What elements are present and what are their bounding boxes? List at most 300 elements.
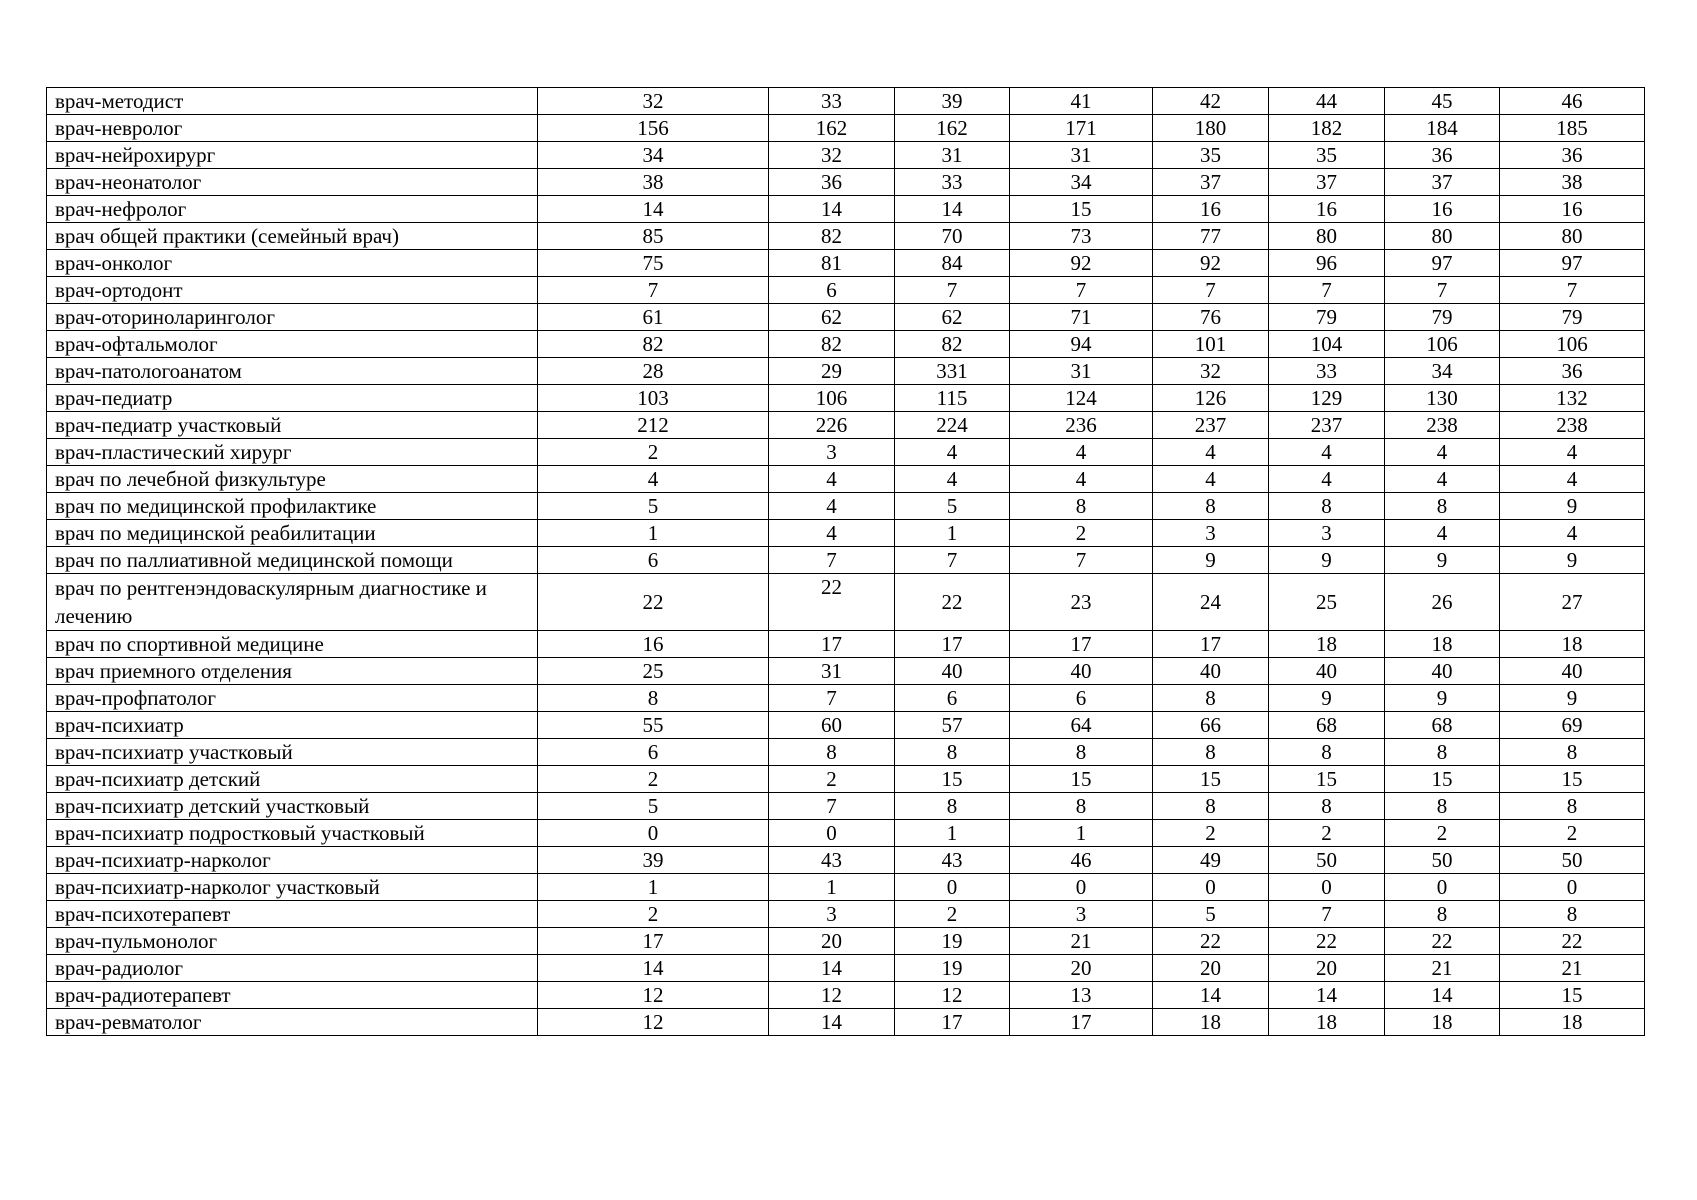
- value-cell: 45: [1385, 88, 1500, 115]
- value-cell: 4: [1153, 466, 1269, 493]
- value-cell: 60: [769, 712, 895, 739]
- specialty-name-cell: врач общей практики (семейный врач): [47, 223, 538, 250]
- value-cell: 3: [769, 901, 895, 928]
- value-cell: 9: [1500, 493, 1645, 520]
- value-cell: 1: [769, 874, 895, 901]
- value-cell: 36: [769, 169, 895, 196]
- value-cell: 17: [769, 631, 895, 658]
- value-cell: 1: [538, 874, 769, 901]
- value-cell: 17: [895, 631, 1010, 658]
- value-cell: 185: [1500, 115, 1645, 142]
- value-cell: 17: [1010, 1009, 1153, 1036]
- table-body: [47, 88, 1645, 1036]
- value-cell: 40: [1153, 658, 1269, 685]
- value-cell: 7: [769, 793, 895, 820]
- value-cell: 4: [1153, 439, 1269, 466]
- value-cell: 14: [1269, 982, 1385, 1009]
- table-row: [47, 847, 1645, 874]
- value-cell: 2: [1153, 820, 1269, 847]
- value-cell: 1: [1010, 820, 1153, 847]
- value-cell: 115: [895, 385, 1010, 412]
- specialty-name-cell: врач-пластический хирург: [47, 439, 538, 466]
- value-cell: 46: [1500, 88, 1645, 115]
- value-cell: 7: [895, 547, 1010, 574]
- value-cell: 50: [1269, 847, 1385, 874]
- value-cell: 15: [1500, 982, 1645, 1009]
- value-cell: 8: [1500, 739, 1645, 766]
- value-cell: 5: [895, 493, 1010, 520]
- value-cell: 24: [1153, 574, 1269, 631]
- value-cell: 31: [1010, 358, 1153, 385]
- value-cell: 103: [538, 385, 769, 412]
- value-cell: 94: [1010, 331, 1153, 358]
- value-cell: 42: [1153, 88, 1269, 115]
- value-cell: 22: [1385, 928, 1500, 955]
- value-cell: 21: [1500, 955, 1645, 982]
- value-cell: 66: [1153, 712, 1269, 739]
- value-cell: 84: [895, 250, 1010, 277]
- table-row: [47, 169, 1645, 196]
- value-cell: 162: [769, 115, 895, 142]
- value-cell: 8: [1385, 901, 1500, 928]
- value-cell: 6: [1010, 685, 1153, 712]
- value-cell: 171: [1010, 115, 1153, 142]
- table-row: [47, 631, 1645, 658]
- value-cell: 82: [538, 331, 769, 358]
- value-cell: 2: [769, 766, 895, 793]
- table-row: [47, 493, 1645, 520]
- specialty-name-cell: врач-педиатр участковый: [47, 412, 538, 439]
- table-row: [47, 820, 1645, 847]
- value-cell: 44: [1269, 88, 1385, 115]
- value-cell: 22: [895, 574, 1010, 631]
- specialty-name-cell: врач-патологоанатом: [47, 358, 538, 385]
- specialty-name-cell: врач-психотерапевт: [47, 901, 538, 928]
- value-cell: 15: [1500, 766, 1645, 793]
- value-cell: 40: [1385, 658, 1500, 685]
- value-cell: 0: [1269, 874, 1385, 901]
- value-cell: 17: [1010, 631, 1153, 658]
- specialty-name-cell: врач-профпатолог: [47, 685, 538, 712]
- value-cell: 81: [769, 250, 895, 277]
- table-row: [47, 250, 1645, 277]
- table-row: [47, 385, 1645, 412]
- value-cell: 8: [1153, 739, 1269, 766]
- value-cell: 25: [538, 658, 769, 685]
- table-row: [47, 685, 1645, 712]
- value-cell: 80: [1269, 223, 1385, 250]
- value-cell: 38: [538, 169, 769, 196]
- value-cell: 0: [1500, 874, 1645, 901]
- table-row: [47, 547, 1645, 574]
- value-cell: 40: [1269, 658, 1385, 685]
- value-cell: 49: [1153, 847, 1269, 874]
- value-cell: 7: [1269, 277, 1385, 304]
- value-cell: 237: [1269, 412, 1385, 439]
- value-cell: 7: [538, 277, 769, 304]
- value-cell: 14: [1153, 982, 1269, 1009]
- specialty-name-cell: врач по лечебной физкультуре: [47, 466, 538, 493]
- value-cell: 68: [1269, 712, 1385, 739]
- value-cell: 9: [1385, 547, 1500, 574]
- value-cell: 16: [1153, 196, 1269, 223]
- value-cell: 2: [1385, 820, 1500, 847]
- specialty-name-cell: врач-ортодонт: [47, 277, 538, 304]
- value-cell: 79: [1500, 304, 1645, 331]
- value-cell: 4: [1269, 466, 1385, 493]
- value-cell: 0: [1385, 874, 1500, 901]
- value-cell: 8: [895, 793, 1010, 820]
- specialty-name-cell: врач-офтальмолог: [47, 331, 538, 358]
- value-cell: 20: [1153, 955, 1269, 982]
- value-cell: 37: [1153, 169, 1269, 196]
- value-cell: 38: [1500, 169, 1645, 196]
- table-row: [47, 115, 1645, 142]
- value-cell: 71: [1010, 304, 1153, 331]
- value-cell: 28: [538, 358, 769, 385]
- value-cell: 69: [1500, 712, 1645, 739]
- value-cell: 4: [1500, 439, 1645, 466]
- specialty-name-cell: врач-психиатр детский участковый: [47, 793, 538, 820]
- specialty-name-cell: врач-нейрохирург: [47, 142, 538, 169]
- value-cell: 15: [1385, 766, 1500, 793]
- value-cell: 50: [1500, 847, 1645, 874]
- value-cell: 19: [895, 928, 1010, 955]
- value-cell: 180: [1153, 115, 1269, 142]
- specialty-name-cell: врач-педиатр: [47, 385, 538, 412]
- value-cell: 8: [1385, 793, 1500, 820]
- value-cell: 22: [769, 574, 895, 631]
- value-cell: 92: [1010, 250, 1153, 277]
- value-cell: 73: [1010, 223, 1153, 250]
- value-cell: 4: [769, 466, 895, 493]
- value-cell: 0: [769, 820, 895, 847]
- table-row: [47, 982, 1645, 1009]
- value-cell: 20: [1010, 955, 1153, 982]
- table-row: [47, 658, 1645, 685]
- value-cell: 162: [895, 115, 1010, 142]
- value-cell: 18: [1500, 631, 1645, 658]
- value-cell: 46: [1010, 847, 1153, 874]
- value-cell: 4: [1385, 520, 1500, 547]
- value-cell: 4: [895, 439, 1010, 466]
- value-cell: 7: [769, 685, 895, 712]
- value-cell: 7: [1269, 901, 1385, 928]
- value-cell: 96: [1269, 250, 1385, 277]
- value-cell: 82: [769, 223, 895, 250]
- value-cell: 7: [1010, 547, 1153, 574]
- value-cell: 80: [1385, 223, 1500, 250]
- value-cell: 70: [895, 223, 1010, 250]
- value-cell: 18: [1269, 1009, 1385, 1036]
- value-cell: 19: [895, 955, 1010, 982]
- value-cell: 34: [538, 142, 769, 169]
- value-cell: 21: [1010, 928, 1153, 955]
- value-cell: 39: [895, 88, 1010, 115]
- specialty-name-cell: врач-радиолог: [47, 955, 538, 982]
- value-cell: 2: [538, 439, 769, 466]
- value-cell: 14: [769, 196, 895, 223]
- value-cell: 77: [1153, 223, 1269, 250]
- value-cell: 2: [1269, 820, 1385, 847]
- table-row: [47, 358, 1645, 385]
- value-cell: 8: [1385, 493, 1500, 520]
- value-cell: 5: [538, 793, 769, 820]
- value-cell: 9: [1269, 685, 1385, 712]
- value-cell: 130: [1385, 385, 1500, 412]
- value-cell: 37: [1385, 169, 1500, 196]
- specialty-name-cell: врач приемного отделения: [47, 658, 538, 685]
- table-row: [47, 1009, 1645, 1036]
- value-cell: 101: [1153, 331, 1269, 358]
- value-cell: 2: [538, 901, 769, 928]
- value-cell: 9: [1500, 685, 1645, 712]
- specialty-name-cell: врач-невролог: [47, 115, 538, 142]
- value-cell: 43: [895, 847, 1010, 874]
- value-cell: 35: [1269, 142, 1385, 169]
- table-row: [47, 520, 1645, 547]
- value-cell: 9: [1269, 547, 1385, 574]
- table-row: [47, 793, 1645, 820]
- value-cell: 226: [769, 412, 895, 439]
- value-cell: 33: [895, 169, 1010, 196]
- table-row: [47, 901, 1645, 928]
- value-cell: 18: [1153, 1009, 1269, 1036]
- value-cell: 124: [1010, 385, 1153, 412]
- value-cell: 132: [1500, 385, 1645, 412]
- value-cell: 17: [895, 1009, 1010, 1036]
- value-cell: 9: [1500, 547, 1645, 574]
- value-cell: 97: [1385, 250, 1500, 277]
- value-cell: 12: [538, 1009, 769, 1036]
- value-cell: 12: [769, 982, 895, 1009]
- value-cell: 82: [769, 331, 895, 358]
- value-cell: 237: [1153, 412, 1269, 439]
- value-cell: 8: [1269, 493, 1385, 520]
- value-cell: 8: [1153, 685, 1269, 712]
- value-cell: 18: [1500, 1009, 1645, 1036]
- value-cell: 126: [1153, 385, 1269, 412]
- value-cell: 62: [895, 304, 1010, 331]
- value-cell: 31: [1010, 142, 1153, 169]
- value-cell: 79: [1385, 304, 1500, 331]
- value-cell: 13: [1010, 982, 1153, 1009]
- table-row: [47, 331, 1645, 358]
- value-cell: 4: [1010, 439, 1153, 466]
- value-cell: 7: [1385, 277, 1500, 304]
- value-cell: 40: [895, 658, 1010, 685]
- value-cell: 32: [538, 88, 769, 115]
- specialty-name-cell: врач по рентгенэндоваскулярным диагностике и лечению: [47, 574, 538, 631]
- value-cell: 4: [1385, 439, 1500, 466]
- value-cell: 22: [1153, 928, 1269, 955]
- value-cell: 6: [769, 277, 895, 304]
- value-cell: 8: [1010, 493, 1153, 520]
- value-cell: 3: [769, 439, 895, 466]
- value-cell: 64: [1010, 712, 1153, 739]
- specialty-name-cell: врач-онколог: [47, 250, 538, 277]
- value-cell: 8: [1269, 739, 1385, 766]
- value-cell: 34: [1385, 358, 1500, 385]
- value-cell: 68: [1385, 712, 1500, 739]
- value-cell: 17: [1153, 631, 1269, 658]
- value-cell: 12: [538, 982, 769, 1009]
- value-cell: 25: [1269, 574, 1385, 631]
- value-cell: 5: [1153, 901, 1269, 928]
- value-cell: 224: [895, 412, 1010, 439]
- value-cell: 34: [1010, 169, 1153, 196]
- value-cell: 33: [1269, 358, 1385, 385]
- value-cell: 82: [895, 331, 1010, 358]
- value-cell: 27: [1500, 574, 1645, 631]
- value-cell: 14: [769, 955, 895, 982]
- specialty-name-cell: врач по медицинской реабилитации: [47, 520, 538, 547]
- value-cell: 9: [1385, 685, 1500, 712]
- table-row: [47, 88, 1645, 115]
- value-cell: 16: [538, 631, 769, 658]
- value-cell: 32: [769, 142, 895, 169]
- value-cell: 40: [1010, 658, 1153, 685]
- value-cell: 80: [1500, 223, 1645, 250]
- value-cell: 4: [1500, 466, 1645, 493]
- table-row: [47, 439, 1645, 466]
- value-cell: 8: [895, 739, 1010, 766]
- value-cell: 20: [769, 928, 895, 955]
- value-cell: 50: [1385, 847, 1500, 874]
- table-row: [47, 196, 1645, 223]
- value-cell: 6: [895, 685, 1010, 712]
- table-row: [47, 223, 1645, 250]
- specialty-name-cell: врач-психиатр участковый: [47, 739, 538, 766]
- value-cell: 4: [769, 520, 895, 547]
- table-row: [47, 955, 1645, 982]
- value-cell: 75: [538, 250, 769, 277]
- value-cell: 39: [538, 847, 769, 874]
- value-cell: 0: [1010, 874, 1153, 901]
- value-cell: 236: [1010, 412, 1153, 439]
- specialty-name-cell: врач-психиатр детский: [47, 766, 538, 793]
- value-cell: 15: [895, 766, 1010, 793]
- value-cell: 106: [1385, 331, 1500, 358]
- table-row: [47, 277, 1645, 304]
- value-cell: 4: [1500, 520, 1645, 547]
- value-cell: 35: [1153, 142, 1269, 169]
- value-cell: 238: [1500, 412, 1645, 439]
- table-row: [47, 928, 1645, 955]
- specialty-name-cell: врач-пульмонолог: [47, 928, 538, 955]
- table-row: [47, 874, 1645, 901]
- value-cell: 8: [1385, 739, 1500, 766]
- table-row: [47, 412, 1645, 439]
- physician-staffing-table: [46, 87, 1645, 1036]
- value-cell: 106: [1500, 331, 1645, 358]
- value-cell: 43: [769, 847, 895, 874]
- value-cell: 20: [1269, 955, 1385, 982]
- table-row: [47, 142, 1645, 169]
- value-cell: 6: [538, 739, 769, 766]
- value-cell: 22: [1269, 928, 1385, 955]
- value-cell: 2: [1010, 520, 1153, 547]
- value-cell: 104: [1269, 331, 1385, 358]
- value-cell: 8: [1153, 493, 1269, 520]
- value-cell: 331: [895, 358, 1010, 385]
- value-cell: 9: [1153, 547, 1269, 574]
- value-cell: 1: [895, 520, 1010, 547]
- value-cell: 8: [1500, 901, 1645, 928]
- value-cell: 16: [1269, 196, 1385, 223]
- value-cell: 17: [538, 928, 769, 955]
- table-row: [47, 766, 1645, 793]
- value-cell: 5: [538, 493, 769, 520]
- value-cell: 8: [1500, 793, 1645, 820]
- value-cell: 238: [1385, 412, 1500, 439]
- value-cell: 97: [1500, 250, 1645, 277]
- value-cell: 4: [1010, 466, 1153, 493]
- value-cell: 182: [1269, 115, 1385, 142]
- value-cell: 14: [1385, 982, 1500, 1009]
- value-cell: 7: [769, 547, 895, 574]
- value-cell: 7: [895, 277, 1010, 304]
- value-cell: 79: [1269, 304, 1385, 331]
- value-cell: 156: [538, 115, 769, 142]
- value-cell: 33: [769, 88, 895, 115]
- value-cell: 8: [769, 739, 895, 766]
- value-cell: 15: [1269, 766, 1385, 793]
- value-cell: 8: [1010, 739, 1153, 766]
- value-cell: 2: [1500, 820, 1645, 847]
- value-cell: 41: [1010, 88, 1153, 115]
- value-cell: 4: [538, 466, 769, 493]
- value-cell: 14: [769, 1009, 895, 1036]
- specialty-name-cell: врач-оториноларинголог: [47, 304, 538, 331]
- value-cell: 16: [1385, 196, 1500, 223]
- value-cell: 4: [1385, 466, 1500, 493]
- value-cell: 14: [538, 955, 769, 982]
- value-cell: 21: [1385, 955, 1500, 982]
- specialty-name-cell: врач-психиатр: [47, 712, 538, 739]
- document-page: [46, 87, 1644, 1036]
- value-cell: 7: [1153, 277, 1269, 304]
- value-cell: 3: [1269, 520, 1385, 547]
- value-cell: 3: [1153, 520, 1269, 547]
- specialty-name-cell: врач по медицинской профилактике: [47, 493, 538, 520]
- value-cell: 26: [1385, 574, 1500, 631]
- value-cell: 3: [1010, 901, 1153, 928]
- value-cell: 40: [1500, 658, 1645, 685]
- table-row: [47, 304, 1645, 331]
- value-cell: 36: [1500, 358, 1645, 385]
- value-cell: 22: [538, 574, 769, 631]
- value-cell: 129: [1269, 385, 1385, 412]
- value-cell: 22: [1500, 928, 1645, 955]
- value-cell: 8: [1269, 793, 1385, 820]
- value-cell: 31: [769, 658, 895, 685]
- value-cell: 29: [769, 358, 895, 385]
- specialty-name-cell: врач по паллиативной медицинской помощи: [47, 547, 538, 574]
- value-cell: 8: [538, 685, 769, 712]
- table-row: [47, 739, 1645, 766]
- value-cell: 18: [1385, 631, 1500, 658]
- specialty-name-cell: врач-неонатолог: [47, 169, 538, 196]
- value-cell: 62: [769, 304, 895, 331]
- value-cell: 12: [895, 982, 1010, 1009]
- specialty-name-cell: врач-ревматолог: [47, 1009, 538, 1036]
- value-cell: 18: [1269, 631, 1385, 658]
- value-cell: 31: [895, 142, 1010, 169]
- specialty-name-cell: врач-психиатр-нарколог участковый: [47, 874, 538, 901]
- table-row: [47, 574, 1645, 631]
- value-cell: 0: [1153, 874, 1269, 901]
